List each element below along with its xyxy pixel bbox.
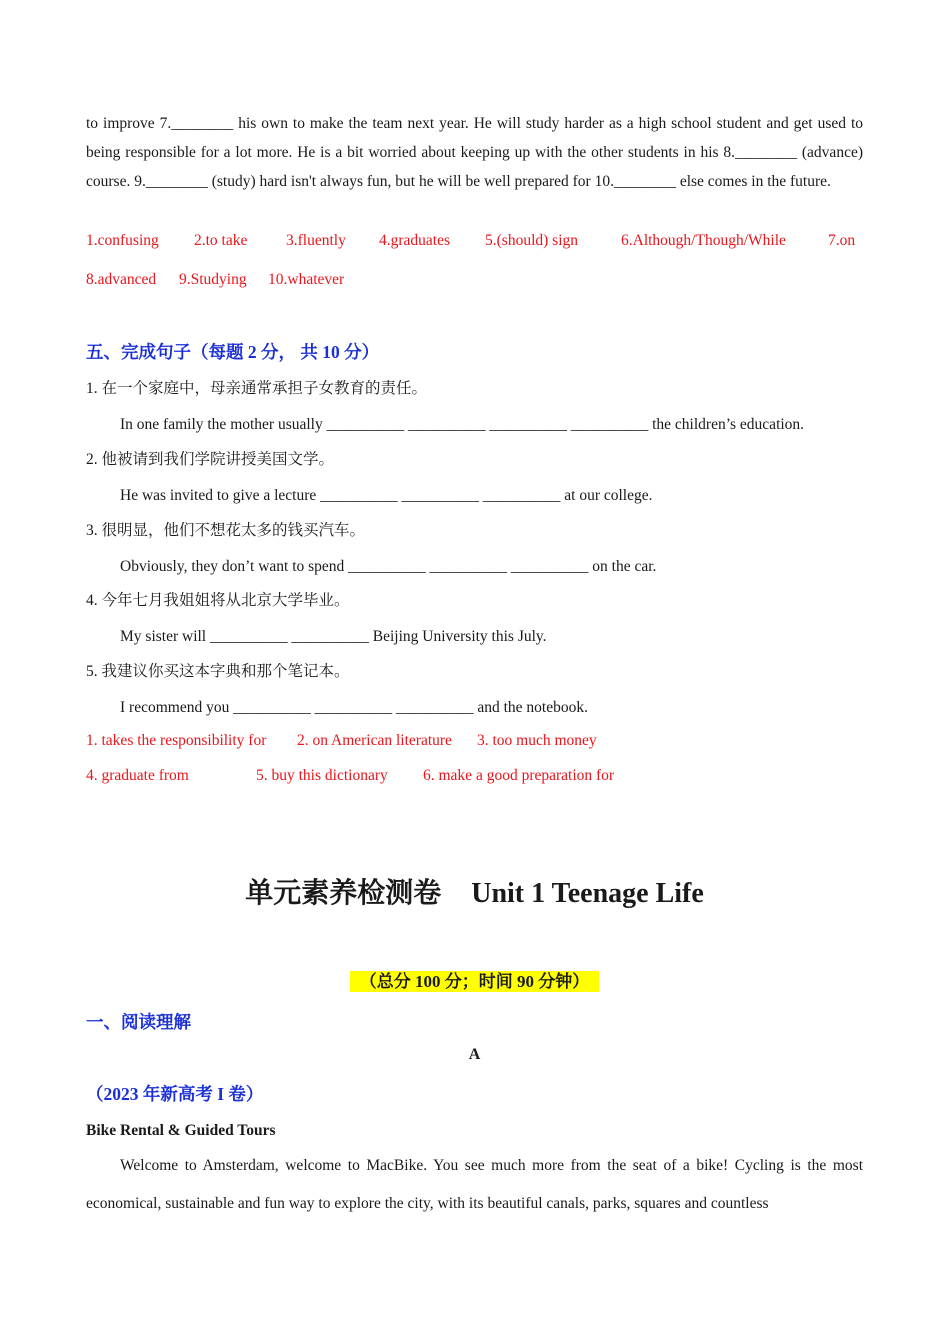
answer-item: 3. too much money: [477, 732, 597, 749]
answer-item: 5. buy this dictionary: [256, 767, 388, 784]
answer-item: 6. make a good preparation for: [423, 767, 615, 784]
question-en: My sister will __________ __________ Beijing University this July.: [120, 628, 547, 645]
answer-item: 1. takes the responsibility for: [86, 732, 267, 749]
answer-item: 5.(should) sign: [485, 232, 578, 249]
question-cn: 2. 他被请到我们学院讲授美国文学。: [86, 451, 335, 468]
unit-title-en: Unit 1 Teenage Life: [471, 878, 704, 909]
section1-heading: 一、阅读理解: [86, 1012, 191, 1032]
part-label: A: [468, 1046, 481, 1063]
question-cn: 5. 我建议你买这本字典和那个笔记本。: [86, 663, 350, 680]
question-en: In one family the mother usually __________ __________ __________ __________ the children’s education.: [120, 416, 805, 433]
question-cn: 3. 很明显，他们不想花太多的钱买汽车。: [86, 522, 366, 539]
passage-title: Bike Rental & Guided Tours: [86, 1122, 276, 1139]
section5-heading: 五、完成句子（每题 2 分， 共 10 分）: [86, 342, 380, 362]
section4-paragraph: to improve 7.________ his own to make the team next year. He will study harder as a high school student and get used to being responsible for a lot more. He is a bit worried about keeping up with the other students in his 8.________ (advance) course. 9.________ (study) hard isn't always fun, but he will be well prepared for 10.________ else comes in the future.: [86, 115, 863, 190]
unit-title: [86, 874, 863, 914]
answer-item: 2.to take: [194, 232, 248, 249]
passage-text: Welcome to Amsterdam, welcome to MacBike. You see much more from the seat of a bike! Cycling is the most economical, sustainable and fun way to explore the city, with its beautiful canals, parks, squares and countless: [86, 1157, 863, 1212]
score-text: （总分 100 分；时间 90 分钟）: [350, 971, 600, 992]
answer-item: 10.whatever: [268, 271, 345, 288]
source-label: （2023 年新高考 I 卷）: [86, 1084, 264, 1104]
question-cn: 1. 在一个家庭中，母亲通常承担子女教育的责任。: [86, 380, 428, 397]
question-en: He was invited to give a lecture __________ __________ __________ at our college.: [120, 487, 653, 504]
answer-item: 8.advanced: [86, 271, 157, 288]
answer-item: 4.graduates: [379, 232, 451, 249]
question-en: I recommend you __________ __________ __________ and the notebook.: [120, 699, 588, 716]
answer-item: 9.Studying: [179, 271, 247, 288]
answer-item: 3.fluently: [286, 232, 346, 249]
answer-item: 7.on: [828, 232, 856, 249]
answer-item: 4. graduate from: [86, 767, 189, 784]
answer-item: 2. on American literature: [297, 732, 452, 749]
answer-item: 6.Although/Though/While: [621, 232, 786, 249]
unit-title-cn: 单元素养检测卷: [245, 878, 442, 909]
answer-item: 1.confusing: [86, 232, 159, 249]
question-cn: 4. 今年七月我姐姐将从北京大学毕业。: [86, 592, 350, 609]
question-en: Obviously, they don’t want to spend __________ __________ __________ on the car.: [120, 558, 657, 575]
score-info: [86, 970, 863, 994]
